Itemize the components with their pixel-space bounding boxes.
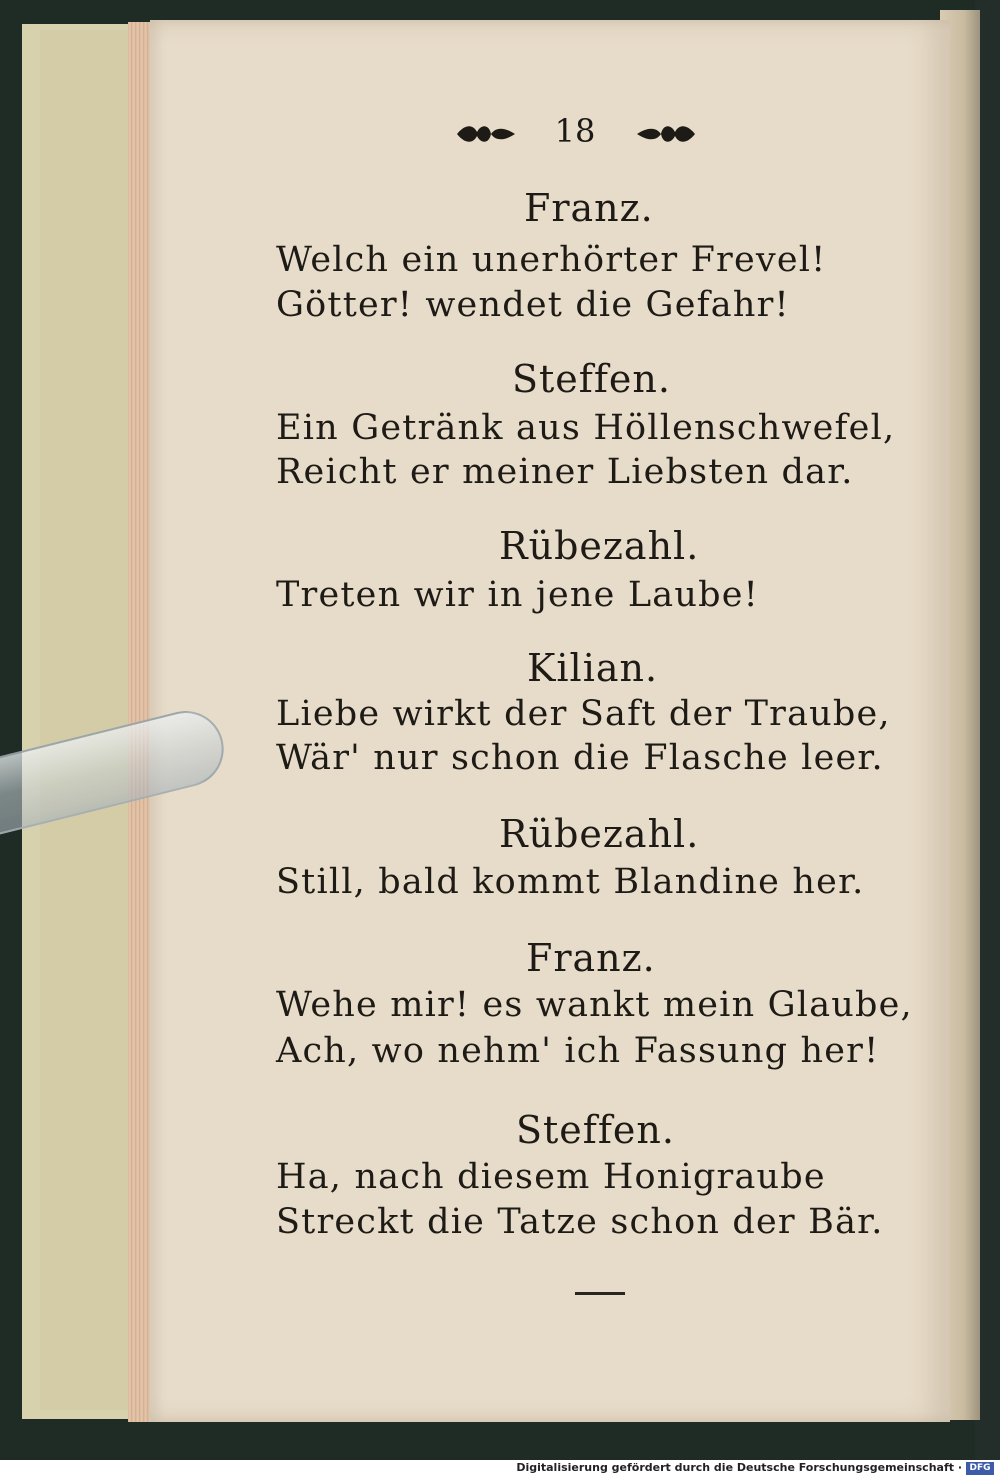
speaker-name: Rübezahl.	[499, 524, 700, 568]
digitization-credit: Digitalisierung gefördert durch die Deutsche Forschungsgemeinschaft ·	[516, 1461, 962, 1474]
verse-line: Liebe wirkt der Saft der Traube,	[276, 694, 891, 734]
verse-line: Welch ein unerhörter Frevel!	[276, 240, 827, 280]
page-number: 18	[554, 112, 596, 150]
page-header	[455, 112, 695, 152]
verse-line: Wehe mir! es wankt mein Glaube,	[276, 985, 913, 1025]
verse-line: Reicht er meiner Liebsten dar.	[276, 452, 854, 492]
ornament-right-icon	[635, 120, 697, 148]
closing-rule	[575, 1292, 625, 1295]
dfg-logo: DFG	[966, 1462, 994, 1475]
speaker-name: Steffen.	[512, 357, 671, 401]
speaker-name: Franz.	[526, 936, 656, 980]
verse-line: Treten wir in jene Laube!	[276, 575, 759, 615]
verse-line: Still, bald kommt Blandine her.	[276, 862, 865, 902]
ornament-left-icon	[455, 120, 517, 148]
verse-line: Ach, wo nehm' ich Fassung her!	[276, 1031, 880, 1071]
speaker-name: Franz.	[524, 186, 654, 230]
speaker-name: Steffen.	[516, 1108, 675, 1152]
speaker-name: Rübezahl.	[499, 812, 700, 856]
verse-line: Streckt die Tatze schon der Bär.	[276, 1202, 884, 1242]
verse-line: Ein Getränk aus Höllenschwefel,	[276, 408, 896, 448]
speaker-name: Kilian.	[527, 646, 659, 690]
verse-line: Wär' nur schon die Flasche leer.	[276, 738, 884, 778]
verse-line: Götter! wendet die Gefahr!	[276, 285, 790, 325]
verse-line: Ha, nach diesem Honigraube	[276, 1157, 826, 1197]
